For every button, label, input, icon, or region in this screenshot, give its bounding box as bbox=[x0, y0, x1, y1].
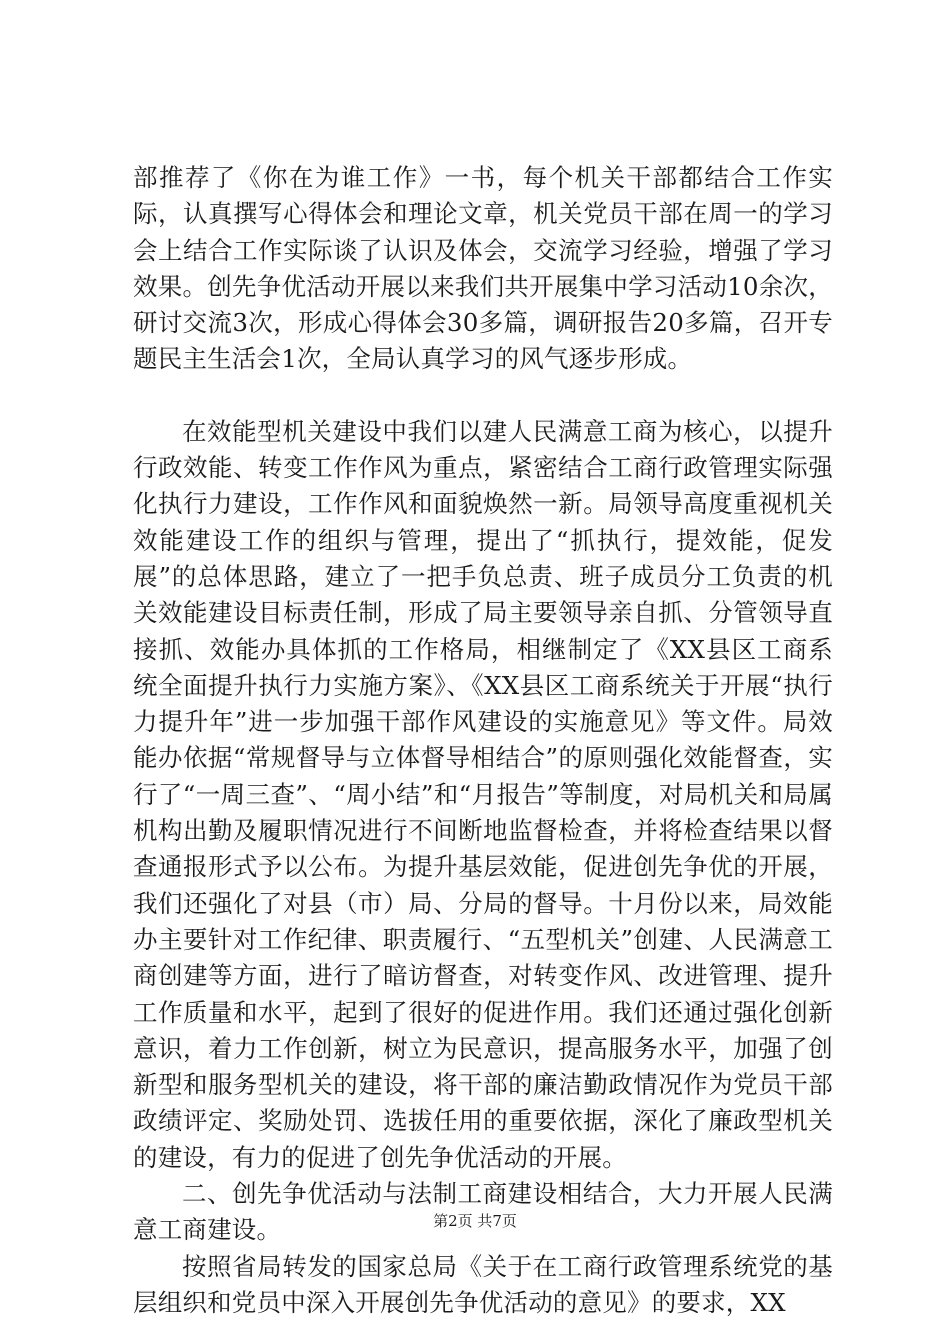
paragraph-study-summary: 部推荐了《你在为谁工作》一书，每个机关干部都结合工作实际，认真撰写心得体会和理论文章，机关党员干部在周一的学习会上结合工作实际谈了认识及体会，交流学习经验，增强了学习效果。创先争优活动开展以来我们共开展集中学习活动10余次，研讨交流3次，形成心得体会30多篇，调研报告20多篇，召开专题民主生活会1次，全局认真学习的风气逐步形成。 bbox=[133, 163, 833, 374]
paragraph-provincial-directive: 按照省局转发的国家总局《关于在工商行政管理系统党的基层组织和党员中深入开展创先争优活动的意见》的要求，XX bbox=[133, 1251, 833, 1317]
document-body bbox=[133, 160, 833, 1321]
page-footer bbox=[0, 1211, 950, 1231]
paragraph-efficiency-building: 在效能型机关建设中我们以建人民满意工商为核心，以提升行政效能、转变工作作风为重点，紧密结合工商行政管理实际强化执行力建设，工作作风和面貌焕然一新。局领导高度重视机关效能建设工作的组织与管理，提出了“抓执行，提效能，促发展”的总体思路，建立了一把手负总责、班子成员分工负责的机关效能建设目标责任制，形成了局主要领导亲自抓、分管领导直接抓、效能办具体抓的工作格局，相继制定了《XX县区工商系统全面提升执行力实施方案》、《XX县区工商系统关于开展“执行力提升年”进一步加强干部作风建设的实施意见》等文件。局效能办依据“常规督导与立体督导相结合”的原则强化效能督查，实行了“一周三查”、“周小结”和“月报告”等制度，对局机关和局属机构出勤及履职情况进行不间断地监督检查，并将检查结果以督查通报形式予以公布。为提升基层效能，促进创先争优的开展，我们还强化了对县（市）局、分局的督导。十月份以来，局效能办主要针对工作纪律、职责履行、“五型机关”创建、人民满意工商创建等方面，进行了暗访督查，对转变作风、改进管理、提升工作质量和水平，起到了很好的促进作用。我们还通过强化创新意识，着力工作创新，树立为民意识，提高服务水平，加强了创新型和服务型机关的建设，将干部的廉洁勤政情况作为党员干部政绩评定、奖励处罚、选拔任用的重要依据，深化了廉政型机关的建设，有力的促进了创先争优活动的开展。 bbox=[133, 416, 833, 1172]
section-heading-rule-of-law: 二、创先争优活动与法制工商建设相结合，大力开展人民满意工商建设。 bbox=[133, 1179, 833, 1245]
page-number: 第2页 共7页 bbox=[433, 1212, 517, 1230]
